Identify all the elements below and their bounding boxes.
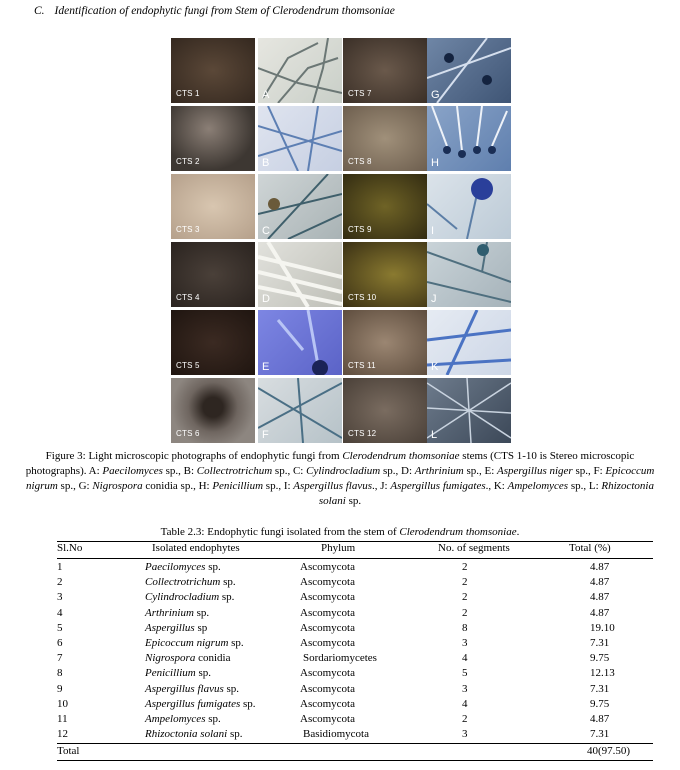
- cell-total: 12.13: [590, 667, 615, 680]
- caption-italic: Cylindrocladium: [306, 465, 381, 477]
- photo-label: CTS 9: [348, 225, 372, 234]
- table-row: [57, 728, 653, 743]
- photo-label: K: [431, 361, 439, 373]
- cell-sl-no: 11: [57, 713, 68, 725]
- cell-phylum: Ascomycota: [300, 713, 355, 725]
- table-row: [57, 591, 653, 606]
- endophyte-suffix: sp.: [240, 697, 256, 710]
- caption-text: sp., I:: [263, 480, 294, 492]
- hyphae-illustration: [427, 310, 511, 375]
- endophyte-suffix: sp.: [195, 667, 211, 680]
- endophyte-genus: Epicoccum nigrum: [145, 637, 229, 649]
- stereo-photo-cts-5: [171, 310, 255, 375]
- table-row: [57, 667, 653, 682]
- cell-total: 4.87: [590, 606, 610, 619]
- hyphae-illustration: [427, 174, 511, 239]
- micro-photo-i: [427, 174, 511, 239]
- table-title-text: Table 2.3: Endophytic fungi isolated from the stem of: [160, 526, 400, 538]
- cell-phylum: Ascomycota: [300, 667, 355, 680]
- photo-label: E: [262, 361, 270, 373]
- figure-plate: [171, 38, 511, 442]
- caption-text: stems (CTS 1-10 is Stereo microscopic photographs). A:: [25, 450, 635, 477]
- photo-label: J: [431, 293, 437, 305]
- endophyte-genus: Cylindrocladium: [145, 591, 220, 604]
- cell-isolated-endophyte: [145, 667, 211, 679]
- micro-photo-d: [258, 242, 342, 307]
- photo-label: G: [431, 89, 440, 101]
- table-header-row: [57, 542, 653, 557]
- cell-phylum: Sordariomycetes: [303, 652, 377, 665]
- photo-label: CTS 1: [176, 89, 200, 98]
- cell-isolated-endophyte: [145, 683, 239, 695]
- photo-label: H: [431, 157, 440, 169]
- caption-text: ., J:: [372, 480, 391, 492]
- endophyte-genus: Aspergillus fumigates: [145, 697, 241, 710]
- photo-label: CTS 10: [348, 293, 377, 302]
- table-row: [57, 576, 653, 591]
- figure-caption: [20, 449, 660, 509]
- table-row: [57, 683, 653, 698]
- cell-total: 4.87: [590, 561, 610, 573]
- photo-label: CTS 3: [176, 225, 200, 234]
- cell-segments: 3: [462, 728, 468, 741]
- cell-segments: 2: [462, 713, 468, 725]
- caption-text: sp., G:: [57, 480, 93, 492]
- photo-label: CTS 8: [348, 157, 372, 166]
- stereo-photo-cts-6: [171, 378, 255, 443]
- caption-italic: Nigrospora: [92, 480, 143, 492]
- table-row: [57, 607, 653, 622]
- cell-isolated-endophyte: [145, 698, 256, 710]
- cell-segments: 2: [462, 561, 468, 573]
- micro-photo-j: [427, 242, 511, 307]
- cell-phylum: Ascomycota: [300, 682, 355, 695]
- cell-phylum: Ascomycota: [300, 576, 355, 589]
- stereo-photo-cts-8: [343, 106, 427, 171]
- photo-label: C: [262, 225, 271, 237]
- endophyte-genus: Aspergillus flavus: [145, 682, 224, 695]
- table-total-row: [57, 745, 653, 760]
- cell-sl-no: 10: [57, 697, 68, 710]
- cell-phylum: Ascomycota: [300, 591, 355, 604]
- cell-segments: 2: [462, 606, 468, 619]
- hyphae-illustration: [427, 378, 511, 443]
- cell-phylum: Ascomycota: [300, 606, 355, 619]
- hyphae-illustration: [258, 174, 342, 239]
- photo-label: D: [262, 293, 271, 305]
- cell-sl-no: 1: [57, 561, 63, 573]
- photo-label: CTS 11: [348, 361, 376, 370]
- table-row: [57, 713, 653, 728]
- cell-phylum: Ascomycota: [300, 621, 355, 634]
- cell-isolated-endophyte: [145, 607, 209, 619]
- photo-label: F: [262, 429, 269, 441]
- caption-italic: Aspergillus fumigates: [390, 480, 486, 492]
- table-title-italic: Clerodendrum thomsoniae: [399, 526, 517, 538]
- endophyte-genus: Penicillium: [145, 667, 196, 680]
- cell-sl-no: 2: [57, 576, 63, 589]
- micro-photo-f: [258, 378, 342, 443]
- caption-italic: Collectrotrichum: [196, 465, 273, 477]
- caption-italic: Ampelomyces: [507, 480, 569, 492]
- table-row: [57, 637, 653, 652]
- cell-total: 19.10: [590, 621, 615, 634]
- stereo-photo-cts-4: [171, 242, 255, 307]
- endophyte-genus: Arthrinium: [145, 606, 194, 619]
- stereo-photo-cts-10: [343, 242, 427, 307]
- hyphae-illustration: [427, 242, 511, 307]
- cell-sl-no: 8: [57, 667, 63, 680]
- caption-text: sp., F:: [572, 465, 606, 477]
- photo-label: CTS 2: [176, 157, 200, 166]
- micro-photo-b: [258, 106, 342, 171]
- header-isolated-endophytes: Isolated endophytes: [152, 542, 240, 554]
- endophyte-suffix: sp.: [228, 637, 244, 649]
- caption-text: sp.: [345, 495, 362, 507]
- hyphae-illustration: [258, 106, 342, 171]
- endophyte-genus: Rhizoctonia solani: [145, 728, 228, 741]
- endophyte-genus: Ampelomyces: [145, 713, 206, 725]
- cell-isolated-endophyte: [145, 576, 236, 588]
- micro-photo-a: [258, 38, 342, 103]
- endophyte-genus: Aspergillus: [145, 621, 195, 634]
- endophyte-suffix: sp.: [205, 561, 221, 573]
- endophyte-genus: Paecilomyces: [145, 561, 206, 573]
- cell-phylum: Ascomycota: [300, 561, 355, 573]
- caption-italic: Arthrinium: [414, 465, 464, 477]
- endophyte-suffix: sp.: [205, 713, 221, 725]
- cell-total: 9.75: [590, 697, 610, 710]
- stereo-photo-cts-12: [343, 378, 427, 443]
- cell-sl-no: 12: [57, 728, 68, 741]
- table-header-rule: [57, 558, 653, 559]
- header-sl-no: Sl.No: [57, 542, 83, 554]
- micro-photo-h: [427, 106, 511, 171]
- cell-total: 4.87: [590, 591, 610, 604]
- table-row: [57, 561, 653, 576]
- hyphae-illustration: [258, 310, 342, 375]
- cell-segments: 4: [462, 697, 468, 710]
- stereo-photo-cts-2: [171, 106, 255, 171]
- hyphae-illustration: [258, 38, 342, 103]
- cell-isolated-endophyte: [145, 652, 230, 664]
- cell-isolated-endophyte: [145, 713, 221, 725]
- caption-italic: Penicillium: [212, 480, 264, 492]
- photo-label: CTS 4: [176, 293, 200, 302]
- header-total: Total (%): [569, 542, 611, 554]
- photo-label: CTS 12: [348, 429, 377, 438]
- cell-segments: 2: [462, 591, 468, 604]
- cell-segments: 3: [462, 682, 468, 695]
- caption-text: sp., D:: [380, 465, 415, 477]
- cell-isolated-endophyte: [145, 728, 242, 740]
- cell-segments: 8: [462, 621, 468, 634]
- cell-phylum: Ascomycota: [300, 637, 355, 649]
- photo-label: CTS 7: [348, 89, 372, 98]
- cell-sl-no: 9: [57, 682, 63, 695]
- caption-italic: Clerodendrum thomsoniae: [342, 450, 460, 462]
- stereo-photo-cts-11: [343, 310, 427, 375]
- caption-italic: Aspergillus niger: [497, 465, 573, 477]
- stereo-photo-cts-1: [171, 38, 255, 103]
- cell-segments: 5: [462, 667, 468, 680]
- endophyte-suffix: sp.: [227, 728, 243, 741]
- table-row: [57, 652, 653, 667]
- hyphae-illustration: [258, 242, 342, 307]
- endophyte-suffix: sp.: [223, 682, 240, 695]
- cell-sl-no: 7: [57, 652, 63, 665]
- cell-phylum: Basidiomycota: [303, 728, 369, 741]
- caption-text: sp., E:: [463, 465, 498, 477]
- section-letter: C.: [34, 5, 45, 17]
- cell-segments: 2: [462, 576, 468, 589]
- endophyte-suffix: sp: [194, 621, 208, 634]
- caption-text: sp., L:: [568, 480, 602, 492]
- caption-text: ., K:: [485, 480, 508, 492]
- photo-label: CTS 5: [176, 361, 200, 370]
- section-title: Identification of endophytic fungi from Stem of Clerodendrum thomsoniae: [54, 5, 395, 17]
- caption-text: sp., C:: [272, 465, 307, 477]
- photo-label: B: [262, 157, 270, 169]
- photo-label: L: [431, 429, 438, 441]
- table-title: [0, 526, 680, 538]
- cell-phylum: Ascomycota: [300, 697, 355, 710]
- stereo-photo-cts-9: [343, 174, 427, 239]
- cell-isolated-endophyte: [145, 622, 207, 634]
- micro-photo-g: [427, 38, 511, 103]
- stereo-photo-cts-7: [343, 38, 427, 103]
- cell-segments: 4: [462, 652, 468, 665]
- table-bottom-rule: [57, 760, 653, 761]
- header-phylum: Phylum: [321, 542, 356, 554]
- cell-isolated-endophyte: [145, 637, 244, 649]
- total-label: Total: [57, 745, 80, 757]
- cell-sl-no: 3: [57, 591, 63, 604]
- table-title-text: .: [516, 526, 520, 538]
- cell-sl-no: 4: [57, 606, 63, 619]
- caption-italic: Aspergillus flavus: [293, 480, 373, 492]
- caption-text: sp., B:: [162, 465, 197, 477]
- header-no-of-segments: No. of segments: [438, 542, 510, 554]
- table-total-rule: [57, 743, 653, 744]
- cell-total: 4.87: [590, 713, 610, 725]
- photo-label: A: [262, 89, 270, 101]
- cell-total: 7.31: [590, 728, 610, 741]
- hyphae-illustration: [427, 106, 511, 171]
- total-value: 40(97.50): [587, 745, 631, 757]
- photo-label: CTS 6: [176, 429, 200, 438]
- cell-isolated-endophyte: [145, 591, 234, 603]
- cell-total: 4.87: [590, 576, 610, 589]
- caption-text: Figure 3: Light microscopic photographs of endophytic fungi from: [45, 450, 343, 462]
- caption-italic: Paecilomyces: [102, 465, 163, 477]
- micro-photo-k: [427, 310, 511, 375]
- endophyte-suffix: sp.: [219, 591, 235, 604]
- stereo-photo-cts-3: [171, 174, 255, 239]
- table-row: [57, 698, 653, 713]
- cell-total: 7.31: [590, 682, 610, 695]
- micro-photo-l: [427, 378, 511, 443]
- cell-isolated-endophyte: [145, 561, 221, 573]
- cell-sl-no: 6: [57, 637, 63, 649]
- section-heading: [34, 5, 395, 17]
- caption-italic: Epicoccum nigrum: [26, 465, 655, 492]
- caption-text: conidia sp., H:: [142, 480, 213, 492]
- endophyte-suffix: sp.: [220, 576, 236, 589]
- photo-label: I: [431, 225, 435, 237]
- hyphae-illustration: [258, 378, 342, 443]
- endophyte-genus: Collectrotrichum: [145, 576, 221, 589]
- endophyte-suffix: sp.: [193, 606, 210, 619]
- endophyte-genus: Nigrospora: [145, 652, 196, 665]
- cell-total: 7.31: [590, 637, 610, 649]
- cell-sl-no: 5: [57, 621, 63, 634]
- cell-total: 9.75: [590, 652, 610, 665]
- caption-italic: Rhizoctonia solani: [318, 480, 654, 507]
- endophyte-suffix: conidia: [195, 652, 231, 665]
- micro-photo-e: [258, 310, 342, 375]
- table-row: [57, 622, 653, 637]
- cell-segments: 3: [462, 637, 468, 649]
- micro-photo-c: [258, 174, 342, 239]
